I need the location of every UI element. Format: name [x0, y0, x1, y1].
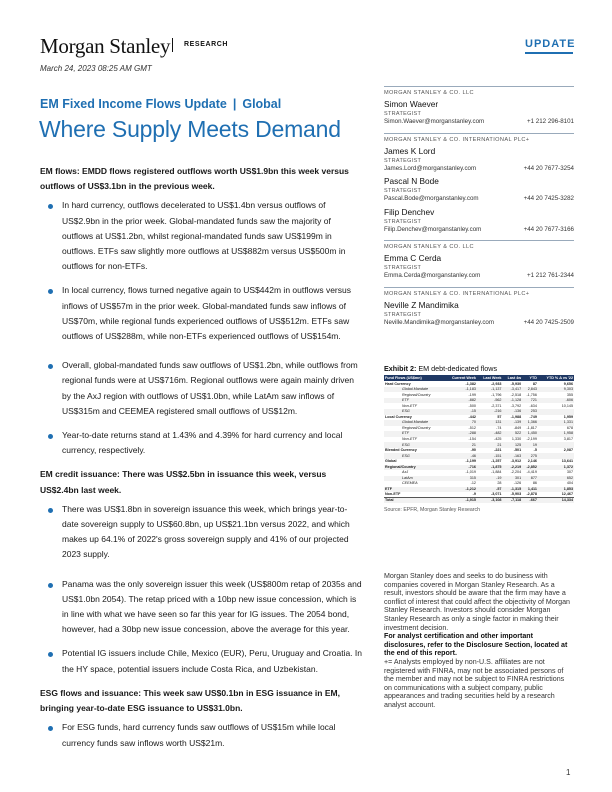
analyst-phone: +44 20 7425-2509	[523, 319, 574, 327]
row-label: Hard Currency	[385, 381, 411, 386]
analyst-phone: +44 20 7425-3282	[523, 195, 574, 203]
table-cell: -2,933	[491, 381, 502, 386]
disclaimer	[384, 572, 574, 710]
disclaimer-certification: For analyst certification and other important disclosures, refer to the Disclosure Section, located at the end of this report.	[384, 632, 568, 658]
table-cell: -46	[444, 453, 477, 459]
table-cell: -482	[477, 431, 503, 437]
table-cell: -425	[494, 437, 502, 442]
row-label: Regional/Country	[402, 392, 431, 397]
table-cell: -1,875	[477, 465, 503, 471]
table-cell: -5	[533, 448, 537, 453]
analyst-firm: MORGAN STANLEY & CO. LLC	[384, 240, 574, 251]
series-title: EM Fixed Income Flows Update	[40, 97, 227, 111]
table-cell: 301	[502, 476, 522, 482]
table-cell: -12	[470, 481, 476, 486]
table-cell: -4,419	[526, 470, 537, 475]
analyst-email[interactable]: Emma.Cerda@morganstanley.com	[384, 272, 481, 280]
table-cell: 652	[538, 476, 574, 482]
table-cell: 131	[477, 420, 503, 426]
table-cell: 21	[477, 442, 503, 448]
exhibit-source: Source: EPFR, Morgan Stanley Research	[384, 507, 481, 514]
table-cell: -3,108	[477, 498, 503, 504]
series-region: Global	[242, 97, 282, 111]
table-cell: -716	[444, 465, 477, 471]
table-cell: 10,145	[561, 403, 573, 408]
row-label: Total	[384, 498, 444, 504]
table-cell: -1,137	[477, 387, 503, 393]
table-cell: -2,199	[526, 437, 537, 442]
row-label: Blended Currency	[385, 448, 417, 453]
table-cell: 2,087	[563, 448, 573, 453]
table-cell: -749	[529, 414, 537, 419]
table-cell: -2,852	[522, 465, 538, 471]
row-label: ESG	[384, 453, 444, 459]
table-cell: -74	[496, 425, 502, 430]
row-label: Local Currency	[385, 414, 412, 419]
table-cell: -2,204	[510, 470, 522, 475]
table-cell: -199	[468, 392, 476, 397]
table-cell: -1,183	[444, 387, 477, 393]
table-cell: -1,019	[465, 470, 476, 475]
table-cell: -1,315	[502, 487, 522, 493]
em-credit-list	[40, 502, 362, 677]
column-header: Last Week	[477, 375, 503, 381]
row-label: Global Mandate	[384, 420, 444, 426]
morgan-stanley-logo: Morgan Stanley	[40, 34, 171, 58]
table-cell: -163	[502, 453, 522, 459]
series-separator: |	[232, 97, 237, 111]
column-header: Current Week	[444, 375, 477, 381]
table-cell: 877	[522, 476, 538, 482]
analyst-role: STRATEGIST	[384, 311, 422, 318]
analyst-firm: MORGAN STANLEY & CO. INTERNATIONAL PLC+	[384, 133, 574, 144]
table-cell: 9,303	[538, 387, 574, 393]
analyst-contact	[384, 118, 574, 126]
table-cell: 404	[566, 481, 573, 486]
table-cell: 2,843	[522, 387, 538, 393]
section-lead-em-flows: EM flows: EMDD flows registered outflows worth US$1.9bn this week versus outflows of US$3.1bn in the previous week.	[40, 166, 349, 192]
row-label: CEEMEA	[402, 481, 418, 486]
table-cell: 1,372	[538, 465, 574, 471]
row-label: Global Mandate	[384, 387, 444, 393]
table-cell: 1,959	[563, 414, 573, 419]
row-label: LatAm	[384, 476, 444, 482]
table-cell: 1,331	[538, 420, 574, 426]
analyst-role: STRATEGIST	[384, 111, 422, 118]
table-cell: 2,146	[527, 459, 537, 464]
table-cell: 253	[522, 409, 538, 415]
analyst-firm: MORGAN STANLEY & CO. INTERNATIONAL PLC+	[384, 287, 574, 298]
row-label: Regional/Country	[384, 465, 444, 471]
analyst-role: STRATEGIST	[384, 218, 422, 225]
table-cell: 1,366	[522, 420, 538, 426]
table-cell: 125	[502, 442, 522, 448]
table-cell: -512	[468, 425, 476, 430]
table-cell: -3,792	[510, 403, 522, 408]
table-cell: -154	[468, 437, 476, 442]
disclaimer-conflict: Morgan Stanley does and seeks to do business with companies covered in Morgan Stanley Research. As a result, investors should be aware that the firm may have a conflict of interest that could affect the objectivity of Morgan Stanley Research. Investors should consider Morgan Stanley Research as only a single factor in making their investment decision.	[384, 572, 570, 632]
flows-table	[384, 375, 574, 503]
list-item: In local currency, flows turned negative again to US$442m in outflows versus inflows of US$57m in the prior week. Global-mandated funds saw inflows of US$70m, while regional funds experienced outflows of US$512m. ETFs saw outflows of US$288m, while non-ETFs experienced outflows of US$154m.	[62, 283, 362, 344]
table-cell: 355	[566, 392, 573, 397]
exhibit-2	[384, 364, 574, 513]
table-cell: -3,417	[502, 387, 522, 393]
table-cell: -3,912	[510, 459, 522, 464]
flows-table-body	[384, 381, 574, 503]
table-cell: 721	[522, 398, 538, 404]
table-cell: -1,988	[510, 414, 522, 419]
analyst-email[interactable]: Simon.Waever@morganstanley.com	[384, 118, 485, 126]
list-item: Overall, global-mandated funds saw outflows of US$1.2bn, while outflows from regional funds were at US$716m. Regional outflows were again mainly driven by the AxJ region with outflows of US$1.0bn, while LatAm saw inflows of US$315m and CEEMEA registered small outflows of US$12m.	[62, 358, 362, 419]
table-cell: -849	[513, 425, 522, 430]
analyst-email[interactable]: Filip.Denchev@morganstanley.com	[384, 225, 482, 233]
table-cell: -90	[470, 448, 476, 453]
table-cell: 28	[497, 481, 502, 486]
esg-list	[40, 720, 362, 750]
table-cell: -1,382	[465, 381, 476, 386]
analyst-firm: MORGAN STANLEY & CO. LLC	[384, 86, 574, 97]
table-cell: -3,071	[491, 492, 502, 497]
analyst-panel	[384, 86, 574, 330]
analyst-contact	[384, 272, 574, 280]
section-lead-em-credit: EM credit issuance: There was US$2.5bn in issuance this week, versus US$2.4bn last week.	[40, 469, 327, 495]
table-cell: -5,930	[510, 381, 522, 386]
analyst-contact	[384, 319, 574, 327]
analyst-contact	[384, 165, 574, 173]
row-label: ESG	[384, 409, 444, 415]
publish-date: March 24, 2023 08:25 AM GMT	[40, 64, 152, 73]
column-header: YTD % Δ vs '22	[538, 375, 574, 381]
table-cell: -5,903	[510, 492, 522, 497]
table-cell: -139	[502, 420, 522, 426]
list-item: There was US$1.8bn in sovereign issuance this week, which brings year-to-date sovereign supply to US$60.8bn, up US$21.1bn versus 2022, and which makes up 64.1% of 2022's gross sovereign supply and 41% of our projected 2023 supply.	[62, 502, 362, 563]
section-lead-esg: ESG flows and issuance: This week saw US$0.1bn in ESG issuance in EM, bringing year-to-date ESG issuance to US$31.0bn.	[40, 687, 340, 714]
table-cell: -57	[477, 487, 503, 493]
table-cell: -882	[444, 398, 477, 404]
report-title: Where Supply Meets Demand	[39, 116, 341, 142]
table-cell: -634	[529, 403, 537, 408]
analyst-role: STRATEGIST	[384, 265, 422, 272]
table-cell: -19	[477, 476, 503, 482]
table-cell: 13,641	[561, 459, 573, 464]
table-cell: 57	[497, 414, 502, 419]
table-cell: 19	[522, 442, 538, 448]
column-header: Last 4w	[502, 375, 522, 381]
table-cell: -442	[468, 414, 476, 419]
table-cell: 1,411	[522, 487, 538, 493]
table-cell: 86	[532, 481, 537, 486]
exhibit-title	[384, 364, 574, 373]
analyst-phone: +1 212 761-2344	[527, 272, 574, 280]
table-cell: -2,878	[526, 492, 537, 497]
em-flows-list	[40, 198, 362, 458]
table-cell: -136	[502, 409, 522, 415]
analyst-name: Simon Waever	[384, 99, 439, 110]
analyst-name: Emma C Cerda	[384, 253, 442, 264]
report-body	[40, 164, 362, 760]
row-label: Non-ETF	[402, 437, 417, 442]
table-cell: -1,199	[465, 459, 476, 464]
table-cell: -2,219	[502, 465, 522, 471]
logo-divider	[172, 38, 173, 52]
list-item: In hard currency, outflows decelerated to US$1.4bn versus outflows of US$2.9bn in the prior week. Global-mandated funds saw the majority of outflows at US$1.2bn, whilst regional-mandated funds saw US$199m in outflows. ETFs saw slightly more outflows at US$882m versus US$500m in outflows for non-ETFs.	[62, 198, 362, 274]
row-label: ETF	[384, 398, 444, 404]
row-label: Global	[385, 459, 397, 464]
row-label: AxJ	[402, 470, 409, 475]
analyst-email[interactable]: Pascal.Bode@morganstanley.com	[384, 195, 479, 203]
table-cell: -1,817	[526, 425, 537, 430]
list-item: Panama was the only sovereign issuer this week (US$800m retap of 2035s and US$1.0bn 2054). The retap priced with a 10bp new issue concession, which is in line with what we have seen so far this year for IG issues. The 2054 bond, however, had a 30bp new issue concession, above the average for this year.	[62, 577, 362, 638]
table-cell: -501	[513, 448, 522, 453]
list-item: Potential IG issuers include Chile, Mexico (EUR), Peru, Uruguay and Croatia. In the HY space, potential issuers include Costa Rica, and Uzbekistan.	[62, 646, 362, 676]
table-cell: -126	[513, 481, 522, 486]
list-item: For ESG funds, hard currency funds saw outflows of US$15m while local currency funds saw inflows worth US$21m.	[62, 720, 362, 750]
table-cell: 315	[444, 476, 477, 482]
analyst-phone: +44 20 7677-3254	[523, 165, 574, 173]
table-cell: -221	[494, 448, 502, 453]
column-header: YTD	[522, 375, 538, 381]
section-label: RESEARCH	[184, 41, 229, 48]
table-cell: 678	[566, 425, 573, 430]
list-item: Year-to-date returns stand at 1.43% and 4.39% for hard currency and local currency, respectively.	[62, 428, 362, 458]
table-cell: 1,853	[538, 487, 574, 493]
table-cell: 3,817	[563, 437, 573, 442]
table-cell: 70	[444, 420, 477, 426]
table-cell: -1,796	[491, 392, 502, 397]
table-cell: -1,212	[444, 487, 477, 493]
table-cell: 12,467	[561, 492, 573, 497]
table-cell: -1,128	[502, 398, 522, 404]
analyst-email[interactable]: James.Lord@morganstanley.com	[384, 165, 477, 173]
table-cell: -1,884	[491, 470, 502, 475]
row-label: Non-ETF	[385, 492, 401, 497]
table-cell: -606	[538, 398, 574, 404]
row-label: Regional/Country	[402, 425, 431, 430]
row-label: ETF	[384, 431, 444, 437]
row-label: ETF	[384, 487, 444, 493]
table-cell: -9	[472, 492, 476, 497]
analyst-contact	[384, 226, 574, 234]
table-cell: -562	[477, 398, 503, 404]
table-row	[384, 498, 574, 504]
update-underline	[525, 52, 573, 54]
exhibit-caption: EM debt-dedicated flows	[418, 364, 498, 373]
table-cell: -2,371	[491, 403, 502, 408]
table-cell: 21	[444, 442, 477, 448]
table-cell: -1,915	[444, 498, 477, 504]
disclaimer-finra: += Analysts employed by non-U.S. affiliates are not registered with FINRA, may not be associated persons of the member and may not be subject to FINRA restrictions on communications with a subject company, public appearances and trading securities held by a research analyst account.	[384, 657, 565, 709]
table-cell: -7,118	[502, 498, 522, 504]
analyst-role: STRATEGIST	[384, 157, 422, 164]
table-cell: 522	[502, 431, 522, 437]
table-cell: -500	[468, 403, 476, 408]
table-cell: 14,334	[538, 498, 574, 504]
update-badge: UPDATE	[525, 38, 576, 50]
table-cell: 307	[566, 470, 573, 475]
analyst-name: Filip Denchev	[384, 206, 435, 217]
table-cell: -2,518	[510, 392, 522, 397]
analyst-phone: +1 212 296-8101	[527, 118, 574, 126]
table-cell: -1,756	[526, 392, 537, 397]
table-cell: -151	[477, 453, 503, 459]
table-cell: 1,330	[511, 437, 522, 442]
analyst-email[interactable]: Neville.Mandimika@morganstanley.com	[384, 319, 495, 327]
row-label: Non-ETF	[402, 403, 417, 408]
analyst-name: Neville Z Mandimika	[384, 299, 459, 310]
page-number: 1	[566, 768, 571, 777]
table-cell: -1,257	[491, 459, 502, 464]
table-cell: -15	[444, 409, 477, 415]
row-label: ESG	[384, 442, 444, 448]
exhibit-label: Exhibit 2:	[384, 364, 417, 373]
column-header: Fund Flows (US$mn)	[384, 375, 444, 381]
table-cell: -288	[444, 431, 477, 437]
analyst-phone: +44 20 7677-3166	[523, 225, 574, 233]
table-cell: 87	[532, 381, 537, 386]
analyst-name: Pascal N Bode	[384, 176, 439, 187]
table-cell: 275	[522, 453, 538, 459]
table-cell: 1,450	[522, 431, 538, 437]
table-cell: -216	[477, 409, 503, 415]
table-cell: 1,958	[538, 431, 574, 437]
analyst-contact	[384, 195, 574, 203]
report-series	[40, 97, 281, 111]
table-cell: -667	[522, 498, 538, 504]
analyst-role: STRATEGIST	[384, 188, 422, 195]
table-cell: 9,656	[563, 381, 573, 386]
analyst-name: James K Lord	[384, 145, 436, 156]
